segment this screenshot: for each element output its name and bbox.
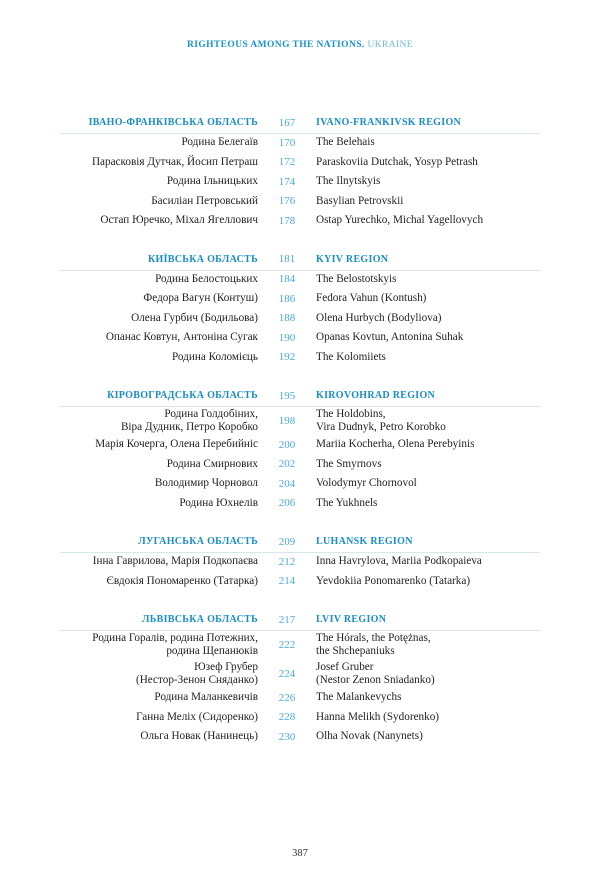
toc-entry-page-number: 226 <box>278 691 296 704</box>
toc-entry-english: The Belostotskyis <box>316 272 397 285</box>
region-heading[interactable] <box>0 249 600 270</box>
region-heading-page-number: 209 <box>278 535 296 548</box>
toc-entry[interactable] <box>0 688 600 708</box>
toc-entry-page-number: 172 <box>278 156 296 169</box>
toc-entry-page-number: 186 <box>278 292 296 305</box>
toc-entry-ukrainian: Остап Юречко, Міхал Ягеллович <box>100 214 258 227</box>
toc-entry-ukrainian: Родина Голдобіних, Віра Дудник, Петро Коробко <box>120 407 258 433</box>
toc-entry-page-number: 230 <box>278 730 296 743</box>
toc-entry-english: Ostap Yurechko, Michal Yagellovych <box>316 214 484 227</box>
toc-section <box>0 609 600 747</box>
toc-entry[interactable] <box>0 494 600 514</box>
toc-entry-english: Basylian Petrovskii <box>316 194 404 207</box>
toc-entry-ukrainian: Євдокія Пономаренко (Татарка) <box>106 574 258 587</box>
toc-entry-page-number: 170 <box>278 136 296 149</box>
toc-entry[interactable] <box>0 572 600 592</box>
toc-section <box>0 249 600 368</box>
region-heading-english: KYIV REGION <box>316 253 389 265</box>
toc-entry-english: The Hórals, the Potężnas, the Shchepaniuks <box>316 631 431 657</box>
toc-entry-ukrainian: Ольга Новак (Нанинець) <box>140 730 258 743</box>
toc-entry-english: Paraskoviia Dutchak, Yosyp Petrash <box>316 155 478 168</box>
toc-entry-english: The Holdobins, Vira Dudnyk, Petro Korobko <box>316 407 446 433</box>
toc-entry-english: The Ilnytskyis <box>316 175 381 188</box>
toc-entry-english: The Malankevychs <box>316 691 402 704</box>
toc-entry-english: Olena Hurbych (Bodyliova) <box>316 311 442 324</box>
toc-entry-english: Mariia Kocherha, Olena Perebyinis <box>316 438 475 451</box>
toc-entry[interactable] <box>0 172 600 192</box>
toc-entry-page-number: 212 <box>278 555 296 568</box>
toc-entry-english: Josef Gruber (Nestor Zenon Sniadanko) <box>316 660 435 686</box>
toc-entry-page-number: 202 <box>278 458 296 471</box>
toc-entry-english: The Yukhnels <box>316 496 378 509</box>
region-heading[interactable] <box>0 112 600 133</box>
region-heading[interactable] <box>0 531 600 552</box>
toc-entry-english: Volodymyr Chornovol <box>316 477 417 490</box>
toc-entry-page-number: 204 <box>278 477 296 490</box>
region-heading-english: LVIV REGION <box>316 614 387 625</box>
toc-entry[interactable] <box>0 708 600 728</box>
toc-entry-ukrainian: Родина Юхнелів <box>179 496 258 509</box>
region-heading-english: KIROVOHRAD REGION <box>316 390 436 401</box>
region-heading[interactable] <box>0 609 600 630</box>
toc-section <box>0 385 600 513</box>
region-heading-page-number: 217 <box>278 613 296 626</box>
toc-entry-page-number: 178 <box>278 214 296 227</box>
toc-entry-ukrainian: Родина Смирнових <box>166 457 258 470</box>
running-header <box>0 40 600 50</box>
toc-entry[interactable] <box>0 133 600 153</box>
region-heading-ukrainian: ІВАНО-ФРАНКІВСЬКА ОБЛАСТЬ <box>88 117 258 128</box>
toc-entry-page-number: 174 <box>278 175 296 188</box>
toc-entry-page-number: 184 <box>278 273 296 286</box>
toc-entry-page-number: 192 <box>278 351 296 364</box>
toc-entry-page-number: 214 <box>278 575 296 588</box>
region-heading-ukrainian: КІРОВОГРАДСЬКА ОБЛАСТЬ <box>107 390 258 401</box>
toc-entry[interactable] <box>0 727 600 747</box>
toc-entry[interactable] <box>0 309 600 329</box>
toc-section <box>0 531 600 591</box>
page-number: 387 <box>292 848 308 859</box>
toc-entry-page-number: 176 <box>278 195 296 208</box>
toc-entry-english: Fedora Vahun (Kontush) <box>316 292 427 305</box>
toc-entry-ukrainian: Родина Белегаїв <box>181 136 258 149</box>
toc-entry[interactable] <box>0 552 600 572</box>
toc-entry-page-number: 190 <box>278 331 296 344</box>
toc-entry-ukrainian: Інна Гаврилова, Марія Подкопаєва <box>92 555 258 568</box>
toc-entry[interactable] <box>0 153 600 173</box>
toc-entry-english: Inna Havrylova, Mariia Podkopaieva <box>316 555 482 568</box>
toc-section <box>0 112 600 231</box>
toc-entry-ukrainian: Юзеф Грубер (Нестор-Зенон Сняданко) <box>135 660 258 686</box>
toc-entry[interactable] <box>0 630 600 659</box>
header-subtitle: UKRAINE <box>367 40 413 50</box>
toc-entry-ukrainian: Родина Горалів, родина Потежних, родина Щепанюків <box>92 631 258 657</box>
toc-entry-ukrainian: Марія Кочерга, Олена Перебийніс <box>95 438 258 451</box>
toc-entry-ukrainian: Родина Ільницьких <box>166 175 258 188</box>
toc-entry[interactable] <box>0 328 600 348</box>
toc-entry-ukrainian: Володимир Чорновол <box>154 477 258 490</box>
region-heading-page-number: 181 <box>278 253 296 265</box>
toc-entry-page-number: 206 <box>278 497 296 510</box>
toc-entry[interactable] <box>0 211 600 231</box>
toc-entry[interactable] <box>0 659 600 688</box>
toc-entry-page-number: 228 <box>278 711 296 724</box>
toc-entry-english: Hanna Melikh (Sydorenko) <box>316 710 440 723</box>
region-heading-page-number: 195 <box>278 389 296 402</box>
toc-entry[interactable] <box>0 289 600 309</box>
toc-entry[interactable] <box>0 435 600 455</box>
region-heading-ukrainian: ЛЬВІВСЬКА ОБЛАСТЬ <box>141 614 258 625</box>
toc-entry[interactable] <box>0 270 600 290</box>
toc-entry-ukrainian: Родина Белостоцьких <box>155 272 258 285</box>
header-title: RIGHTEOUS AMONG THE NATIONS. <box>187 40 365 50</box>
toc-entry[interactable] <box>0 406 600 435</box>
toc-entry[interactable] <box>0 474 600 494</box>
toc-entry-english: Yevdokiia Ponomarenko (Tatarka) <box>316 574 471 587</box>
toc-entry-english: The Belehais <box>316 136 375 149</box>
toc-entry-page-number: 224 <box>278 667 296 680</box>
table-of-contents <box>0 112 600 765</box>
toc-entry[interactable] <box>0 348 600 368</box>
toc-entry-ukrainian: Родина Коломієць <box>171 350 258 363</box>
region-heading-ukrainian: КИЇВСЬКА ОБЛАСТЬ <box>147 253 258 265</box>
toc-entry-ukrainian: Парасковія Дутчак, Йосип Петраш <box>91 155 258 168</box>
toc-entry-english: Olha Novak (Nanynets) <box>316 730 423 743</box>
toc-entry[interactable] <box>0 455 600 475</box>
toc-entry-ukrainian: Федора Вагун (Контуш) <box>143 292 258 305</box>
region-heading-english: IVANO-FRANKIVSK REGION <box>316 117 462 128</box>
region-heading[interactable] <box>0 385 600 406</box>
toc-entry-page-number: 200 <box>278 438 296 451</box>
toc-entry-english: The Smyrnovs <box>316 457 382 470</box>
toc-entry-ukrainian: Олена Гурбич (Бодильова) <box>131 311 258 324</box>
toc-entry[interactable] <box>0 192 600 212</box>
toc-entry-english: Opanas Kovtun, Antonina Suhak <box>316 331 464 344</box>
toc-entry-page-number: 188 <box>278 312 296 325</box>
region-heading-ukrainian: ЛУГАНСЬКА ОБЛАСТЬ <box>138 536 258 547</box>
toc-entry-ukrainian: Опанас Ковтун, Антоніна Сугак <box>105 331 258 344</box>
toc-entry-page-number: 198 <box>278 414 296 427</box>
toc-entry-english: The Kolomiiets <box>316 350 386 363</box>
toc-entry-ukrainian: Басиліан Петровський <box>151 194 258 207</box>
toc-entry-ukrainian: Родина Маланкевичів <box>154 691 258 704</box>
region-heading-page-number: 167 <box>278 116 296 129</box>
toc-entry-page-number: 222 <box>278 638 296 651</box>
toc-entry-ukrainian: Ганна Меліх (Сидоренко) <box>136 710 258 723</box>
region-heading-english: LUHANSK REGION <box>316 536 413 547</box>
